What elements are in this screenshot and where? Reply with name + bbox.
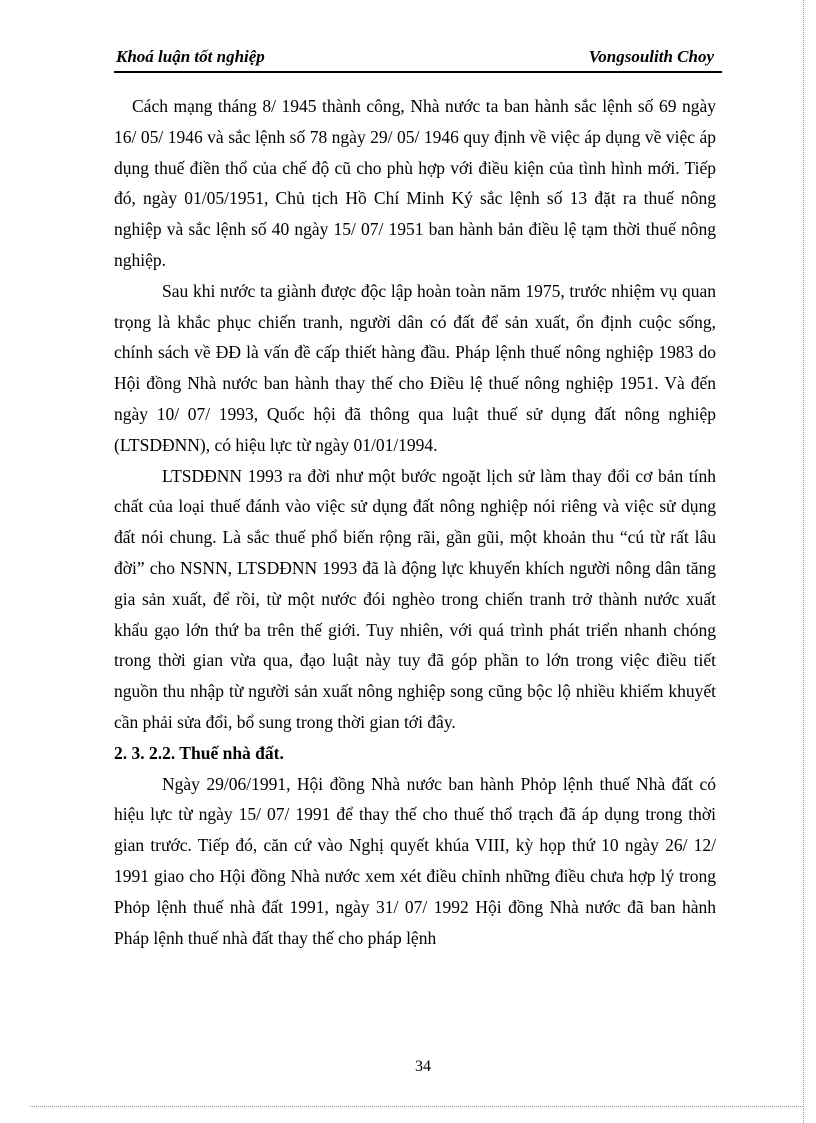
- page-header: [114, 47, 722, 71]
- paragraph-3: LTSDĐNN 1993 ra đời như một bước ngoặt lịch sử làm thay đổi cơ bản tính chất của loại thuế đánh vào việc sử dụng đất nông nghiệp nói riêng và việc sử dụng đất nói chung. Là sắc thuế phổ biến rộng rãi, gần gũi, một khoản thu “cú từ rất lâu đời” cho NSNN, LTSDĐNN 1993 đã là động lực khuyến khích người nông dân tăng gia sản xuất, để rồi, từ một nước đói nghèo trong chiến tranh trở thành nước xuất khẩu gạo lớn thứ ba trên thế giới. Tuy nhiên, với quá trình phát triển nhanh chóng trong thời gian vừa qua, đạo luật này tuy đã góp phần to lớn trong việc điều tiết nguồn thu nhập từ người sản xuất nông nghiệp song cũng bộc lộ nhiều khiếm khuyết cần phải sửa đổi, bổ sung trong thời gian tới đây.: [114, 465, 716, 732]
- section-heading: 2. 3. 2.2. Thuế nhà đất.: [114, 742, 284, 763]
- page-edge-dotted-bottom: [30, 1106, 803, 1107]
- paragraph-2: Sau khi nước ta giành được độc lập hoàn toàn năm 1975, trước nhiệm vụ quan trọng là khắc phục chiến tranh, người dân có đất để sản xuất, ổn định cuộc sống, chính sách về ĐĐ là vấn đề cấp thiết hàng đầu. Pháp lệnh thuế nông nghiệp 1983 do Hội đồng Nhà nước ban hành thay thế cho Điều lệ thuế nông nghiệp 1951. Và đến ngày 10/ 07/ 1993, Quốc hội đã thông qua luật thuế sử dụng đất nông nghiệp (LTSDĐNN), có hiệu lực từ ngày 01/01/1994.: [114, 280, 716, 455]
- page-edge-dotted-right: [803, 0, 804, 1123]
- header-divider: [114, 71, 722, 73]
- header-author-name: Vongsoulith Choy: [588, 47, 714, 66]
- page-body: [114, 91, 716, 953]
- header-thesis-title: Khoá luận tốt nghiệp: [116, 47, 265, 66]
- page-number: 34: [415, 1058, 431, 1075]
- paragraph-1: Cách mạng tháng 8/ 1945 thành công, Nhà nước ta ban hành sắc lệnh số 69 ngày 16/ 05/ 1946 và sắc lệnh số 78 ngày 29/ 05/ 1946 quy định về việc áp dụng về việc áp dụng thuế điền thổ của chế độ cũ cho phù hợp với điều kiện của tình hình mới. Tiếp đó, ngày 01/05/1951, Chủ tịch Hồ Chí Minh Ký sắc lệnh số 13 đặt ra thuế nông nghiệp và sắc lệnh số 40 ngày 15/ 07/ 1951 ban hành bản điều lệ tạm thời thuế nông nghiệp.: [114, 96, 716, 270]
- paragraph-4: Ngày 29/06/1991, Hội đồng Nhà nước ban hành Phỏp lệnh thuế Nhà đất có hiệu lực từ ngày 15/ 07/ 1991 để thay thế cho thuế thổ trạch đã áp dụng trong thời gian trước. Tiếp đó, căn cứ vào Nghị quyết khúa VIII, kỳ họp thứ 10 ngày 26/ 12/ 1991 giao cho Hội đồng Nhà nước xem xét điều chỉnh những điều chưa hợp lý trong Phỏp lệnh thuế nhà đất 1991, ngày 31/ 07/ 1992 Hội đồng Nhà nước đã ban hành Pháp lệnh thuế nhà đất thay thế cho pháp lệnh: [114, 773, 716, 948]
